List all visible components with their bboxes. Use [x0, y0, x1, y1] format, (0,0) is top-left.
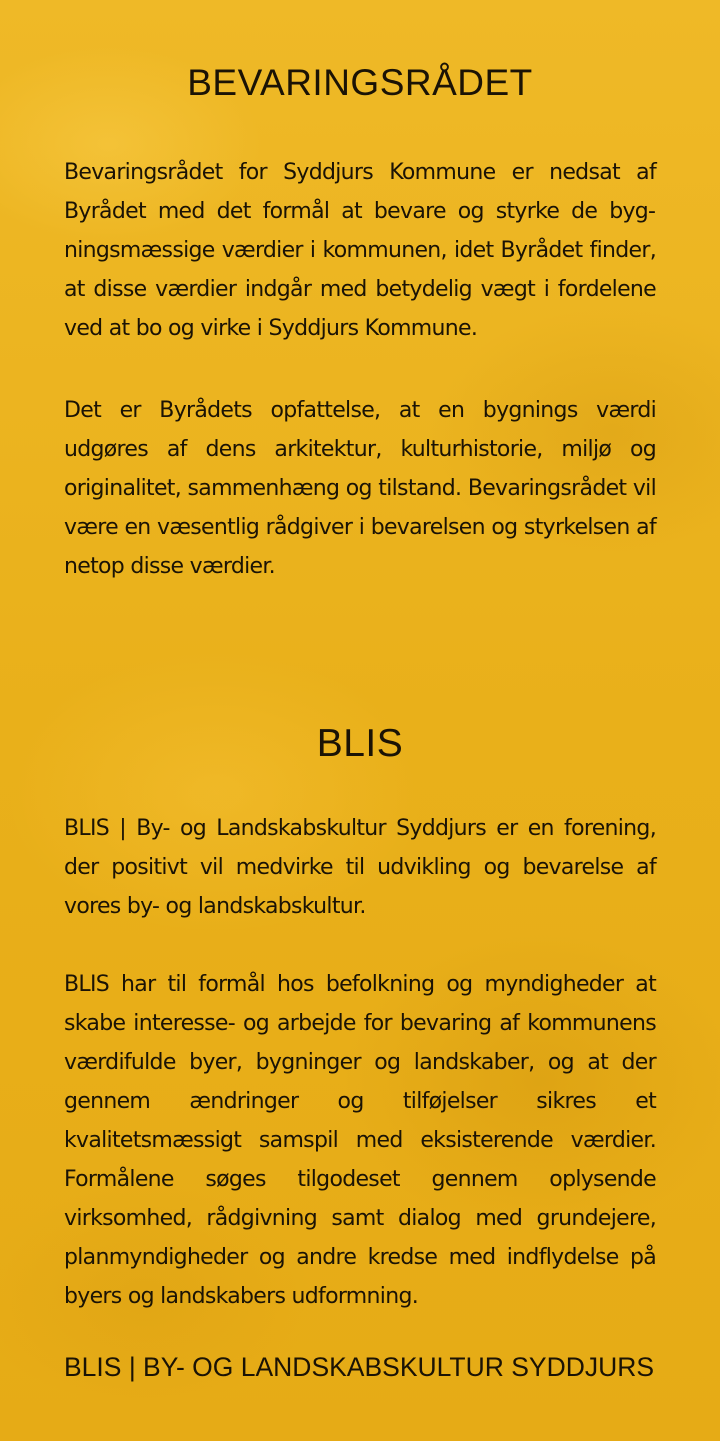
section-title-blis: BLIS: [316, 722, 404, 765]
bevaringsraadet-paragraph-2: Det er Byrådets opfattelse, at en bygnings værdi udgøres af dens arkitektur, kulturhistorie, miljø og originalitet, sammenhæng og tilstand. Bevaringsrådet vil være en væsentlig rådgiver i bevarelsen og styrkelsen af netop disse værdier.: [64, 398, 656, 579]
blis-paragraph-1: BLIS | By- og Landskabskultur Syddjurs er en forening, der positivt vil medvirke til udvikling og bevarelse af vores by- og landskabskultur.: [64, 816, 656, 919]
section-title-bevaringsraadet: BEVARINGSRÅDET: [187, 62, 533, 103]
bevaringsraadet-paragraph-1: Bevaringsrådet for Syddjurs Kommune er nedsat af Byrådet med det formål at bevare og styrke de bygningsmæssige værdier i kommunen, idet Byrådet finder, at disse værdier indgår med betydelig vægt i fordelene ved at bo og virke i Syddjurs Kommune.: [64, 160, 656, 341]
footer-organization-name: BLIS | BY- OG LANDSKABSKULTUR SYDDJURS: [64, 1352, 655, 1382]
blis-paragraph-2: BLIS har til formål hos befolkning og myndigheder at skabe interesse- og arbejde for bevaring af kommunens værdifulde byer, bygninger og landskaber, og at der gennem ændringer og tilføjelser sikres et kvalitetsmæssigt samspil med eksisterende værdier. Formålene søges tilgodeset gennem oplysende virksomhed, rådgivning samt dialog med grundejere, planmyndigheder og andre kredse med indflydelse på byers og landskabers udformning.: [64, 972, 656, 1309]
